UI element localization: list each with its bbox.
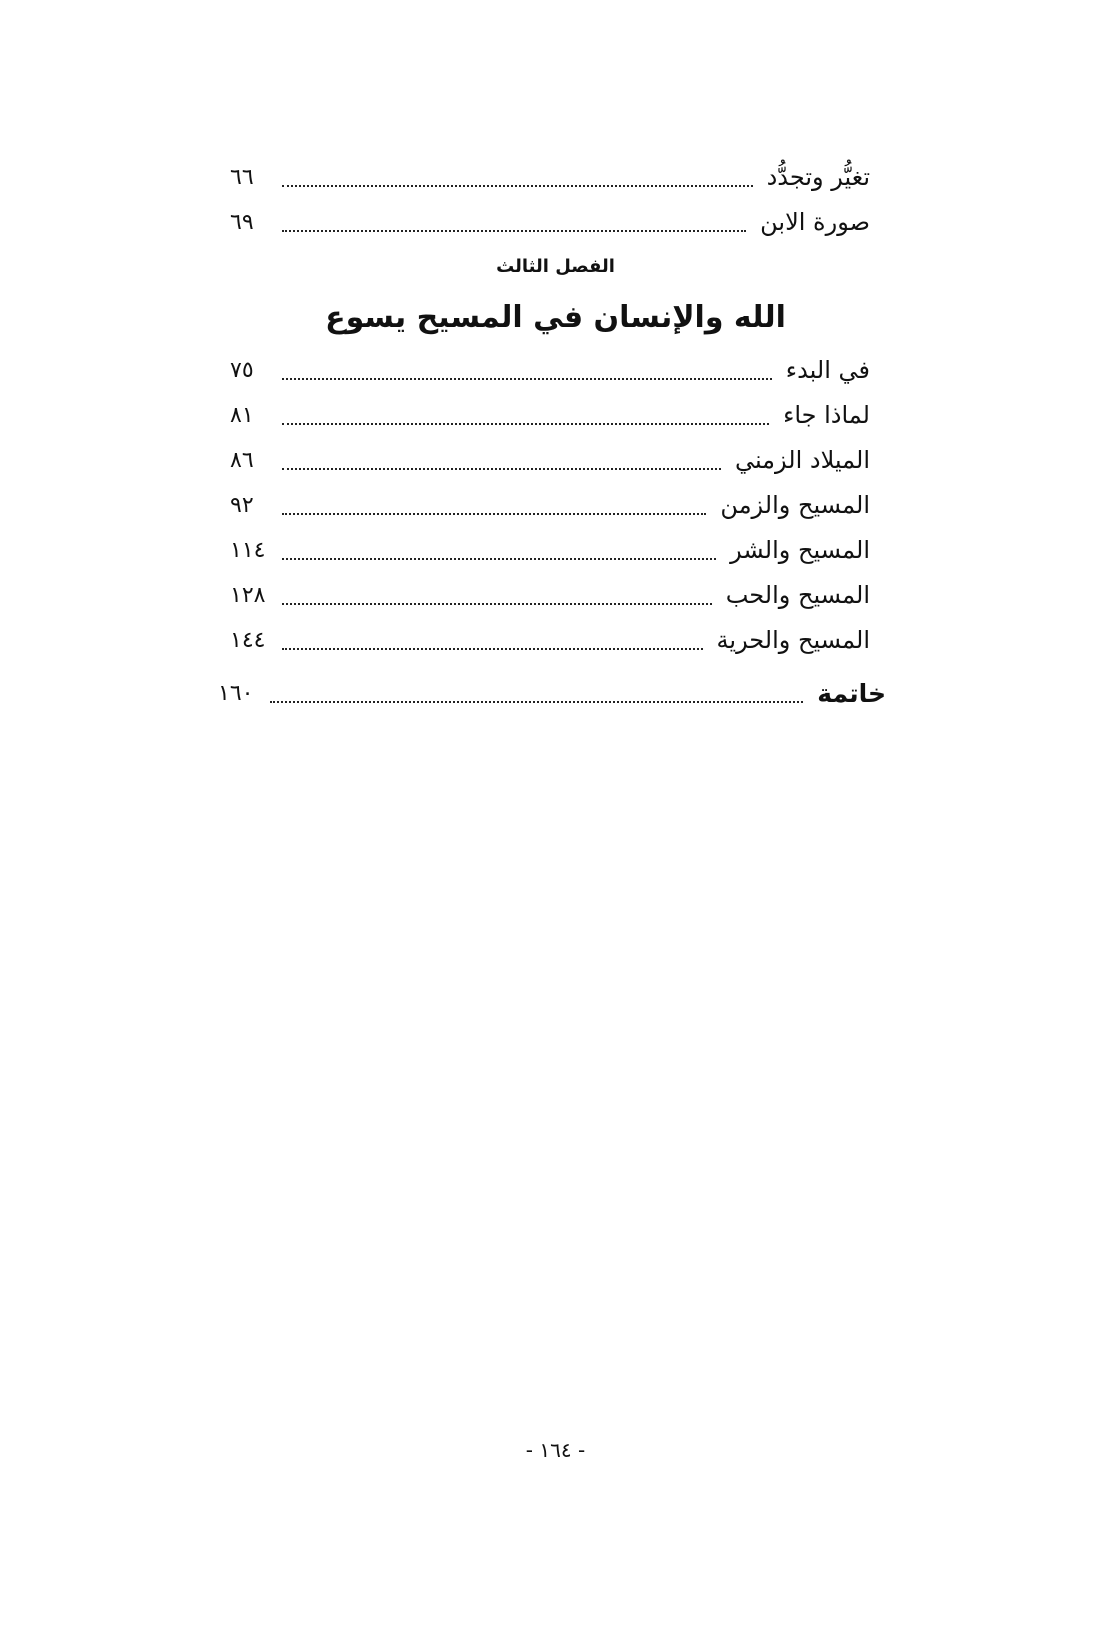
toc-entry-page: ٨١ (230, 402, 254, 428)
toc-entry-title: صورة الابن (760, 208, 870, 236)
dot-leader (282, 405, 769, 425)
toc-entry-title: الميلاد الزمني (734, 446, 870, 474)
dot-leader (282, 495, 706, 515)
toc-entry-page: ١٢٨ (230, 582, 266, 608)
toc-entry (230, 530, 870, 570)
toc-entry-title: خاتمة (817, 678, 886, 708)
dot-leader (282, 585, 712, 605)
toc-entry-conclusion (218, 673, 886, 713)
toc-entry-title: المسيح والحرية (716, 626, 870, 654)
toc-entry-title: المسيح والشر (730, 536, 870, 564)
chapter-label: الفصل الثالث (496, 256, 615, 277)
toc-entry (230, 485, 870, 525)
toc-entry-page: ٦٩ (230, 209, 254, 235)
page-number: - ١٦٤ - (525, 1438, 586, 1462)
toc-entry-title: في البدء (785, 356, 870, 384)
toc-entry-page: ١١٤ (230, 537, 266, 563)
toc-entry (230, 202, 870, 242)
toc-entry-page: ٩٢ (230, 492, 254, 518)
dot-leader (282, 540, 716, 560)
toc-entry-title: لماذا جاء (783, 401, 870, 429)
chapter-title: الله والإنسان في المسيح يسوع (325, 300, 786, 335)
toc-entry (230, 395, 870, 435)
toc-entry (230, 620, 870, 660)
toc-entry (230, 440, 870, 480)
toc-entry-page: ١٦٠ (218, 680, 254, 706)
toc-entry (230, 350, 870, 390)
dot-leader (282, 450, 721, 470)
toc-entry-title: تغيُّر وتجدُّد (766, 163, 870, 191)
dot-leader (282, 360, 772, 380)
toc-entry (230, 157, 870, 197)
dot-leader (270, 683, 803, 703)
dot-leader (282, 167, 753, 187)
toc-entry-title: المسيح والزمن (720, 491, 870, 519)
dot-leader (282, 630, 703, 650)
toc-entry-title: المسيح والحب (725, 581, 870, 609)
toc-entry-page: ٨٦ (230, 447, 254, 473)
toc-entry-page: ٦٦ (230, 164, 254, 190)
toc-entry (230, 575, 870, 615)
toc-entry-page: ٧٥ (230, 357, 254, 383)
dot-leader (282, 212, 746, 232)
toc-entry-page: ١٤٤ (230, 627, 266, 653)
